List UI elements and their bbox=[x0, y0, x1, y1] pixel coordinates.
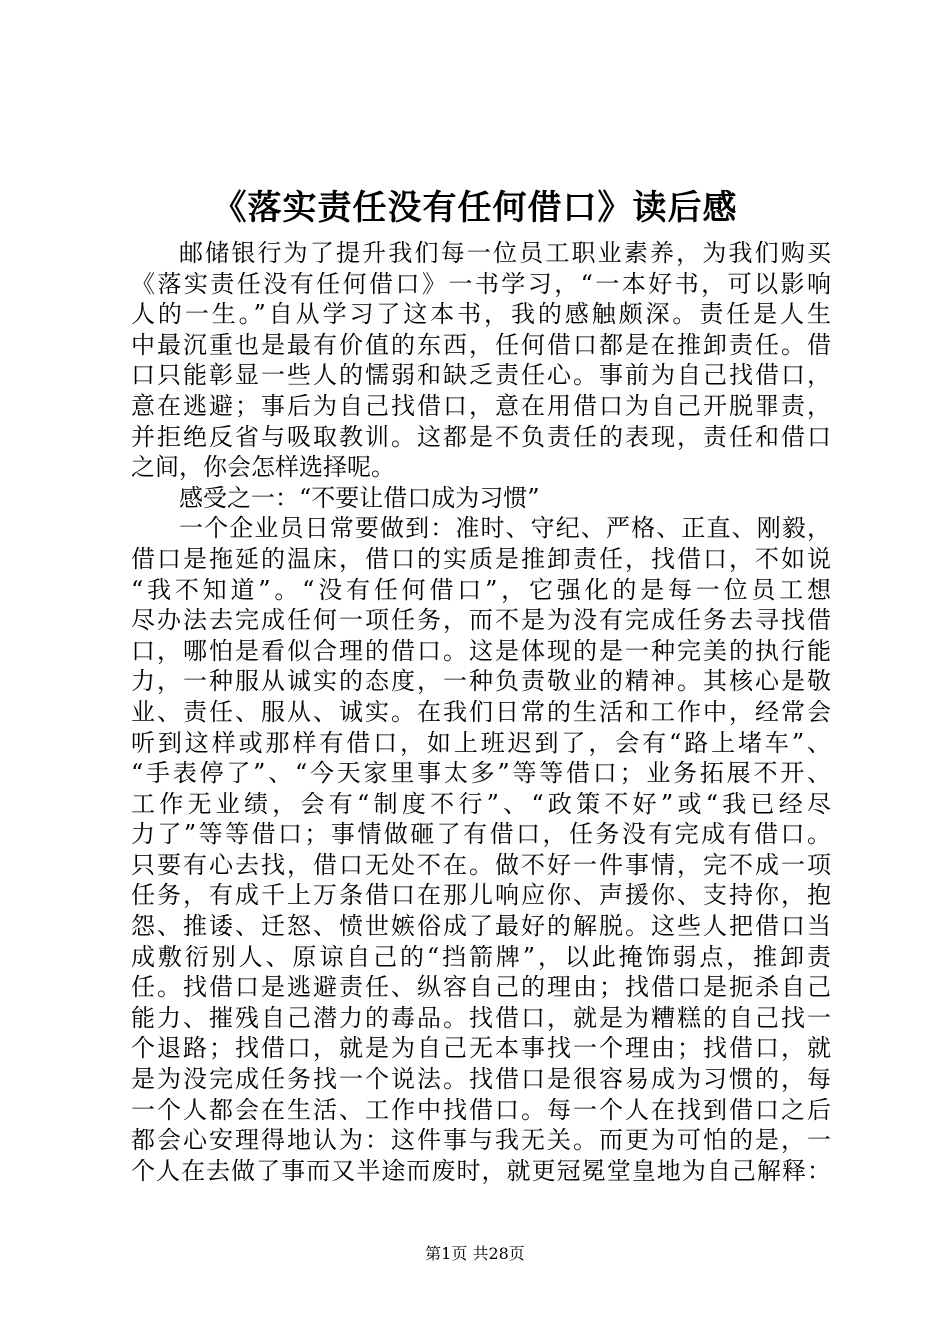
text-line: 力了”等等借口；事情做砸了有借口，任务没有完成有借口。 bbox=[131, 820, 831, 849]
text-line: 《落实责任没有任何借口》一书学习，“一本好书，可以影响 bbox=[131, 269, 831, 298]
document-title: 《落实责任没有任何借口》读后感 bbox=[212, 188, 738, 228]
text-line: 口，哪怕是看似合理的借口。这是体现的是一种完美的执行能 bbox=[131, 636, 831, 665]
text-line: 怨、推诿、迁怒、愤世嫉俗成了最好的解脱。这些人把借口当 bbox=[131, 912, 831, 941]
document-body bbox=[131, 238, 831, 1186]
text-line: 力，一种服从诚实的态度，一种负责敬业的精神。其核心是敬 bbox=[131, 667, 831, 696]
text-line: 一个企业员日常要做到：准时、守纪、严格、正直、刚毅， bbox=[179, 514, 831, 543]
text-line: 听到这样或那样有借口，如上班迟到了，会有“路上堵车”、 bbox=[131, 728, 831, 757]
text-line: 任务，有成千上万条借口在那儿响应你、声援你、支持你，抱 bbox=[131, 881, 831, 910]
text-line: 之间，你会怎样选择呢。 bbox=[131, 453, 395, 482]
text-line: 个退路；找借口，就是为自己无本事找一个理由；找借口，就 bbox=[131, 1034, 831, 1063]
text-line: 尽办法去完成任何一项任务，而不是为没有完成任务去寻找借 bbox=[131, 606, 831, 635]
text-line: “手表停了”、“今天家里事太多”等等借口；业务拓展不开、 bbox=[131, 759, 831, 788]
text-line: 都会心安理得地认为：这件事与我无关。而更为可怕的是，一 bbox=[131, 1126, 831, 1155]
text-line: 只要有心去找，借口无处不在。做不好一件事情，完不成一项 bbox=[131, 850, 831, 879]
text-line: 是为没完成任务找一个说法。找借口是很容易成为习惯的，每 bbox=[131, 1065, 831, 1094]
text-line: 能力、摧残自己潜力的毒品。找借口，就是为糟糕的自己找一 bbox=[131, 1003, 831, 1032]
text-line: 人的一生。”自从学习了这本书，我的感触颇深。责任是人生 bbox=[131, 300, 831, 329]
text-line: “我不知道”。“没有任何借口”，它强化的是每一位员工想 bbox=[131, 575, 831, 604]
text-line: 邮储银行为了提升我们每一位员工职业素养，为我们购买 bbox=[179, 239, 831, 267]
page-footer: 第1页 共28页 bbox=[425, 1244, 525, 1263]
text-line: 一个人都会在生活、工作中找借口。每一个人在找到借口之后 bbox=[131, 1095, 831, 1124]
text-line: 个人在去做了事而又半途而废时，就更冠冕堂皇地为自己解释： bbox=[131, 1156, 831, 1185]
text-line: 成敷衍别人、原谅自己的“挡箭牌”，以此掩饰弱点，推卸责 bbox=[131, 942, 831, 971]
text-line: 工作无业绩，会有“制度不行”、“政策不好”或“我已经尽 bbox=[131, 789, 831, 818]
text-line: 中最沉重也是最有价值的东西，任何借口都是在推卸责任。借 bbox=[131, 330, 831, 359]
text-line: 任。找借口是逃避责任、纵容自己的理由；找借口是扼杀自己 bbox=[131, 973, 831, 1002]
section-heading: 感受之一：“不要让借口成为习惯” bbox=[179, 483, 540, 512]
text-line: 借口是拖延的温床，借口的实质是推卸责任，找借口，不如说 bbox=[131, 544, 831, 573]
text-line: 并拒绝反省与吸取教训。这都是不负责任的表现，责任和借口 bbox=[131, 422, 831, 451]
text-line: 意在逃避；事后为自己找借口，意在用借口为自己开脱罪责， bbox=[131, 391, 831, 420]
text-line: 业、责任、服从、诚实。在我们日常的生活和工作中，经常会 bbox=[131, 697, 831, 726]
text-line: 口只能彰显一些人的懦弱和缺乏责任心。事前为自己找借口， bbox=[131, 361, 831, 390]
